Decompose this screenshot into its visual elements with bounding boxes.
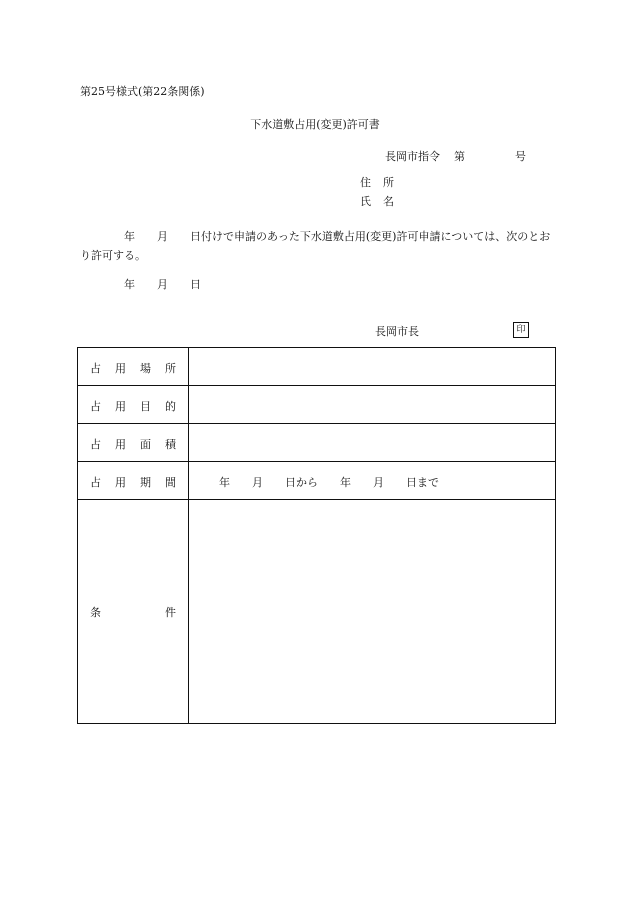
row-label-purpose: 占 用 目 的 xyxy=(90,400,176,413)
issue-day: 日 xyxy=(190,278,201,291)
body-text: 日付けで申請のあった下水道敷占用(変更)許可申請については、次のとおり許可する。 xyxy=(80,230,551,262)
table-row xyxy=(78,424,555,462)
form-number: 第25号様式(第22条関係) xyxy=(80,85,205,98)
table-row xyxy=(78,500,555,723)
row-label-period: 占 用 期 間 xyxy=(90,476,176,489)
period-value: 年 月 日から 年 月 日まで xyxy=(219,476,439,489)
name-label-1: 氏 xyxy=(360,195,371,208)
permit-number-line xyxy=(385,150,526,164)
table-row xyxy=(78,462,555,500)
table-row xyxy=(78,386,555,424)
body-paragraph xyxy=(80,227,555,265)
row-label-area: 占 用 面 積 xyxy=(90,438,176,451)
row-label-conditions: 条 件 xyxy=(90,606,176,619)
issuer-prefix: 長岡市指令 xyxy=(385,150,440,163)
number-suffix: 号 xyxy=(515,150,526,163)
number-prefix: 第 xyxy=(454,150,465,163)
body-month: 月 xyxy=(157,230,168,243)
issue-date xyxy=(124,278,201,292)
name-label-2: 名 xyxy=(383,195,394,208)
address-line xyxy=(360,176,394,190)
table-row xyxy=(78,348,555,386)
name-line xyxy=(360,195,394,209)
document-title: 下水道敷占用(変更)許可書 xyxy=(250,118,380,131)
body-year: 年 xyxy=(124,230,135,243)
mayor-title: 長岡市長 xyxy=(375,325,419,338)
permit-table xyxy=(77,347,556,724)
address-label-2: 所 xyxy=(383,176,394,189)
issue-year: 年 xyxy=(124,278,135,291)
issue-month: 月 xyxy=(157,278,168,291)
seal-mark: 印 xyxy=(513,322,529,338)
address-label-1: 住 xyxy=(360,176,371,189)
row-label-location: 占 用 場 所 xyxy=(90,362,176,375)
